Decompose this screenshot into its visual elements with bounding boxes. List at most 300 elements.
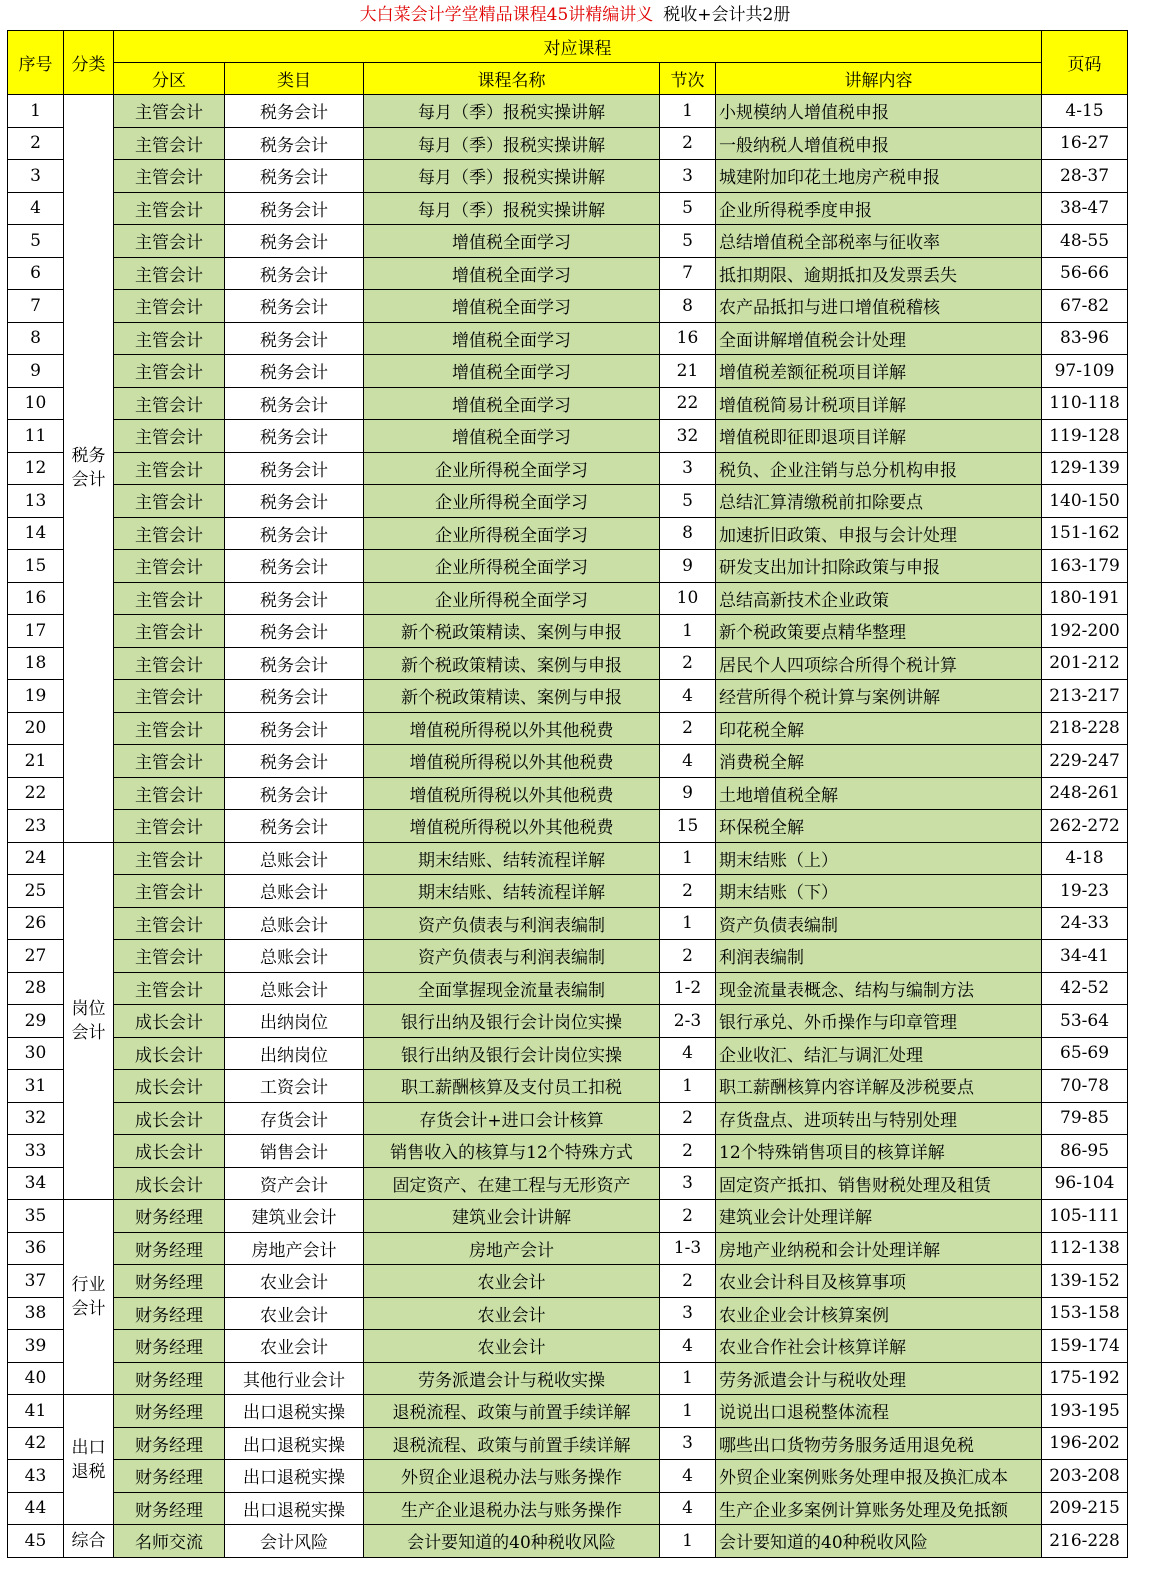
cell-pages: 19-23 [1042, 875, 1128, 908]
cell-no: 2 [8, 127, 64, 160]
cell-course: 新个税政策精读、案例与申报 [364, 647, 660, 680]
cell-section: 1 [660, 1070, 716, 1103]
cell-zone: 主管会计 [114, 810, 225, 843]
cell-type: 总账会计 [225, 972, 364, 1005]
cell-zone: 财务经理 [114, 1427, 225, 1460]
cell-no: 45 [8, 1525, 64, 1558]
cell-content: 环保税全解 [716, 810, 1042, 843]
cell-zone: 主管会计 [114, 160, 225, 193]
cell-content: 加速折旧政策、申报与会计处理 [716, 517, 1042, 550]
cell-no: 37 [8, 1265, 64, 1298]
cell-zone: 主管会计 [114, 972, 225, 1005]
cell-no: 44 [8, 1492, 64, 1525]
cell-pages: 34-41 [1042, 940, 1128, 973]
cell-type: 税务会计 [225, 225, 364, 258]
cell-pages: 262-272 [1042, 810, 1128, 843]
cell-no: 15 [8, 550, 64, 583]
cell-course: 农业会计 [364, 1330, 660, 1363]
cell-category: 行业会计 [64, 1200, 114, 1395]
table-row [8, 95, 1128, 128]
cell-section: 1 [660, 1395, 716, 1428]
cell-pages: 42-52 [1042, 972, 1128, 1005]
cell-no: 11 [8, 420, 64, 453]
table-row [8, 290, 1128, 323]
table-row [8, 1232, 1128, 1265]
cell-zone: 主管会计 [114, 127, 225, 160]
cell-pages: 159-174 [1042, 1330, 1128, 1363]
cell-content: 总结高新技术企业政策 [716, 582, 1042, 615]
cell-course: 劳务派遣会计与税收实操 [364, 1362, 660, 1395]
cell-course: 增值税全面学习 [364, 257, 660, 290]
cell-pages: 139-152 [1042, 1265, 1128, 1298]
table-row [8, 647, 1128, 680]
cell-content: 增值税简易计税项目详解 [716, 387, 1042, 420]
cell-content: 12个特殊销售项目的核算详解 [716, 1135, 1042, 1168]
cell-pages: 229-247 [1042, 745, 1128, 778]
table-row [8, 1362, 1128, 1395]
cell-type: 总账会计 [225, 842, 364, 875]
cell-course: 退税流程、政策与前置手续详解 [364, 1427, 660, 1460]
cell-type: 税务会计 [225, 485, 364, 518]
header-content: 讲解内容 [716, 63, 1042, 95]
cell-course: 职工薪酬核算及支付员工扣税 [364, 1070, 660, 1103]
cell-course: 退税流程、政策与前置手续详解 [364, 1395, 660, 1428]
table-row [8, 1265, 1128, 1298]
cell-section: 3 [660, 160, 716, 193]
cell-no: 31 [8, 1070, 64, 1103]
cell-content: 增值税即征即退项目详解 [716, 420, 1042, 453]
cell-pages: 28-37 [1042, 160, 1128, 193]
cell-zone: 主管会计 [114, 355, 225, 388]
cell-course: 企业所得税全面学习 [364, 550, 660, 583]
cell-course: 外贸企业退税办法与账务操作 [364, 1460, 660, 1493]
cell-type: 总账会计 [225, 875, 364, 908]
cell-pages: 105-111 [1042, 1200, 1128, 1233]
cell-type: 总账会计 [225, 940, 364, 973]
cell-content: 现金流量表概念、结构与编制方法 [716, 972, 1042, 1005]
cell-content: 职工薪酬核算内容详解及涉税要点 [716, 1070, 1042, 1103]
cell-course: 每月（季）报税实操讲解 [364, 127, 660, 160]
cell-section: 1-3 [660, 1232, 716, 1265]
cell-section: 1 [660, 1362, 716, 1395]
cell-no: 19 [8, 680, 64, 713]
cell-no: 32 [8, 1102, 64, 1135]
cell-type: 出口退税实操 [225, 1395, 364, 1428]
cell-category: 综合 [64, 1525, 114, 1558]
cell-type: 税务会计 [225, 582, 364, 615]
cell-pages: 151-162 [1042, 517, 1128, 550]
cell-content: 外贸企业案例账务处理申报及换汇成本 [716, 1460, 1042, 1493]
cell-course: 增值税全面学习 [364, 355, 660, 388]
cell-zone: 财务经理 [114, 1330, 225, 1363]
cell-type: 会计风险 [225, 1525, 364, 1558]
cell-course: 银行出纳及银行会计岗位实操 [364, 1005, 660, 1038]
table-row [8, 485, 1128, 518]
cell-section: 16 [660, 322, 716, 355]
cell-section: 32 [660, 420, 716, 453]
cell-no: 35 [8, 1200, 64, 1233]
cell-section: 1-2 [660, 972, 716, 1005]
cell-content: 土地增值税全解 [716, 777, 1042, 810]
cell-content: 总结增值税全部税率与征收率 [716, 225, 1042, 258]
cell-zone: 主管会计 [114, 290, 225, 323]
cell-pages: 97-109 [1042, 355, 1128, 388]
title-main: 大白菜会计学堂精品课程45讲精编讲义 [359, 5, 654, 25]
cell-content: 抵扣期限、逾期抵扣及发票丢失 [716, 257, 1042, 290]
cell-type: 销售会计 [225, 1135, 364, 1168]
cell-course: 增值税所得税以外其他税费 [364, 777, 660, 810]
cell-no: 17 [8, 615, 64, 648]
header-zone: 分区 [114, 63, 225, 95]
table-row [8, 875, 1128, 908]
cell-zone: 主管会计 [114, 420, 225, 453]
cell-no: 38 [8, 1297, 64, 1330]
cell-zone: 主管会计 [114, 615, 225, 648]
cell-section: 5 [660, 225, 716, 258]
cell-content: 说说出口退税整体流程 [716, 1395, 1042, 1428]
cell-pages: 192-200 [1042, 615, 1128, 648]
cell-pages: 112-138 [1042, 1232, 1128, 1265]
cell-type: 税务会计 [225, 712, 364, 745]
cell-no: 43 [8, 1460, 64, 1493]
cell-zone: 主管会计 [114, 582, 225, 615]
cell-content: 资产负债表编制 [716, 907, 1042, 940]
header-course: 课程名称 [364, 63, 660, 95]
cell-section: 2 [660, 940, 716, 973]
cell-content: 印花税全解 [716, 712, 1042, 745]
cell-section: 2 [660, 1265, 716, 1298]
cell-course: 建筑业会计讲解 [364, 1200, 660, 1233]
table-row [8, 1037, 1128, 1070]
table-row [8, 810, 1128, 843]
cell-zone: 财务经理 [114, 1460, 225, 1493]
cell-course: 增值税所得税以外其他税费 [364, 712, 660, 745]
cell-section: 2 [660, 875, 716, 908]
cell-type: 出口退税实操 [225, 1427, 364, 1460]
cell-pages: 196-202 [1042, 1427, 1128, 1460]
table-row [8, 517, 1128, 550]
cell-type: 农业会计 [225, 1297, 364, 1330]
cell-zone: 主管会计 [114, 517, 225, 550]
cell-pages: 140-150 [1042, 485, 1128, 518]
cell-type: 税务会计 [225, 387, 364, 420]
cell-pages: 16-27 [1042, 127, 1128, 160]
table-row [8, 1167, 1128, 1200]
cell-course: 企业所得税全面学习 [364, 517, 660, 550]
cell-zone: 财务经理 [114, 1362, 225, 1395]
cell-section: 8 [660, 290, 716, 323]
cell-type: 税务会计 [225, 647, 364, 680]
cell-type: 税务会计 [225, 322, 364, 355]
header-pages: 页码 [1042, 31, 1128, 95]
header-course-group: 对应课程 [114, 31, 1042, 63]
cell-type: 税务会计 [225, 745, 364, 778]
table-row [8, 192, 1128, 225]
cell-course: 生产企业退税办法与账务操作 [364, 1492, 660, 1525]
table-row [8, 420, 1128, 453]
cell-course: 资产负债表与利润表编制 [364, 940, 660, 973]
cell-content: 城建附加印花土地房产税申报 [716, 160, 1042, 193]
cell-no: 10 [8, 387, 64, 420]
cell-content: 增值税差额征税项目详解 [716, 355, 1042, 388]
cell-course: 企业所得税全面学习 [364, 485, 660, 518]
cell-category: 岗位会计 [64, 842, 114, 1200]
cell-section: 21 [660, 355, 716, 388]
cell-content: 研发支出加计扣除政策与申报 [716, 550, 1042, 583]
cell-pages: 248-261 [1042, 777, 1128, 810]
cell-no: 21 [8, 745, 64, 778]
cell-zone: 财务经理 [114, 1395, 225, 1428]
cell-zone: 成长会计 [114, 1102, 225, 1135]
cell-type: 存货会计 [225, 1102, 364, 1135]
cell-zone: 主管会计 [114, 647, 225, 680]
cell-zone: 财务经理 [114, 1232, 225, 1265]
cell-pages: 4-15 [1042, 95, 1128, 128]
cell-no: 36 [8, 1232, 64, 1265]
cell-type: 农业会计 [225, 1265, 364, 1298]
cell-zone: 主管会计 [114, 322, 225, 355]
cell-content: 总结汇算清缴税前扣除要点 [716, 485, 1042, 518]
cell-course: 每月（季）报税实操讲解 [364, 192, 660, 225]
cell-type: 其他行业会计 [225, 1362, 364, 1395]
cell-zone: 主管会计 [114, 192, 225, 225]
cell-section: 1 [660, 615, 716, 648]
cell-type: 税务会计 [225, 810, 364, 843]
cell-pages: 213-217 [1042, 680, 1128, 713]
cell-course: 新个税政策精读、案例与申报 [364, 615, 660, 648]
cell-content: 居民个人四项综合所得个税计算 [716, 647, 1042, 680]
cell-content: 新个税政策要点精华整理 [716, 615, 1042, 648]
cell-pages: 79-85 [1042, 1102, 1128, 1135]
cell-course: 固定资产、在建工程与无形资产 [364, 1167, 660, 1200]
cell-content: 房地产业纳税和会计处理详解 [716, 1232, 1042, 1265]
cell-content: 消费税全解 [716, 745, 1042, 778]
table-row [8, 1102, 1128, 1135]
cell-course: 每月（季）报税实操讲解 [364, 160, 660, 193]
cell-pages: 4-18 [1042, 842, 1128, 875]
cell-category: 出口退税 [64, 1395, 114, 1525]
cell-no: 6 [8, 257, 64, 290]
cell-no: 1 [8, 95, 64, 128]
cell-type: 税务会计 [225, 550, 364, 583]
cell-no: 28 [8, 972, 64, 1005]
cell-section: 3 [660, 452, 716, 485]
cell-no: 20 [8, 712, 64, 745]
cell-course: 存货会计+进口会计核算 [364, 1102, 660, 1135]
cell-zone: 主管会计 [114, 387, 225, 420]
cell-type: 税务会计 [225, 290, 364, 323]
cell-course: 企业所得税全面学习 [364, 452, 660, 485]
cell-type: 税务会计 [225, 615, 364, 648]
cell-type: 税务会计 [225, 192, 364, 225]
cell-content: 企业收汇、结汇与调汇处理 [716, 1037, 1042, 1070]
cell-section: 3 [660, 1427, 716, 1460]
cell-pages: 163-179 [1042, 550, 1128, 583]
cell-section: 5 [660, 485, 716, 518]
table-row [8, 940, 1128, 973]
cell-type: 出口退税实操 [225, 1492, 364, 1525]
cell-section: 2 [660, 1200, 716, 1233]
cell-zone: 财务经理 [114, 1265, 225, 1298]
cell-content: 期末结账（上） [716, 842, 1042, 875]
cell-section: 10 [660, 582, 716, 615]
table-row [8, 1427, 1128, 1460]
table-row [8, 1200, 1128, 1233]
cell-pages: 24-33 [1042, 907, 1128, 940]
cell-zone: 主管会计 [114, 940, 225, 973]
title-sub: 税收+会计共2册 [663, 5, 791, 25]
cell-zone: 成长会计 [114, 1070, 225, 1103]
header-type: 类目 [225, 63, 364, 95]
cell-course: 期末结账、结转流程详解 [364, 842, 660, 875]
cell-zone: 成长会计 [114, 1167, 225, 1200]
cell-type: 税务会计 [225, 517, 364, 550]
cell-content: 经营所得个税计算与案例讲解 [716, 680, 1042, 713]
cell-section: 5 [660, 192, 716, 225]
cell-pages: 129-139 [1042, 452, 1128, 485]
table-row [8, 127, 1128, 160]
cell-course: 增值税全面学习 [364, 420, 660, 453]
document-title [0, 3, 1150, 27]
table-row [8, 322, 1128, 355]
cell-content: 农业企业会计核算案例 [716, 1297, 1042, 1330]
cell-no: 41 [8, 1395, 64, 1428]
cell-content: 利润表编制 [716, 940, 1042, 973]
cell-course: 增值税全面学习 [364, 290, 660, 323]
cell-pages: 48-55 [1042, 225, 1128, 258]
cell-course: 新个税政策精读、案例与申报 [364, 680, 660, 713]
cell-section: 4 [660, 1330, 716, 1363]
cell-no: 4 [8, 192, 64, 225]
cell-type: 建筑业会计 [225, 1200, 364, 1233]
cell-type: 税务会计 [225, 160, 364, 193]
cell-pages: 216-228 [1042, 1525, 1128, 1558]
cell-course: 增值税所得税以外其他税费 [364, 810, 660, 843]
table-row [8, 1492, 1128, 1525]
cell-zone: 主管会计 [114, 225, 225, 258]
cell-zone: 主管会计 [114, 452, 225, 485]
cell-zone: 成长会计 [114, 1135, 225, 1168]
table-row [8, 1460, 1128, 1493]
cell-type: 农业会计 [225, 1330, 364, 1363]
cell-course: 增值税全面学习 [364, 322, 660, 355]
cell-course: 期末结账、结转流程详解 [364, 875, 660, 908]
cell-type: 出口退税实操 [225, 1460, 364, 1493]
table-row [8, 1070, 1128, 1103]
cell-content: 农产品抵扣与进口增值税稽核 [716, 290, 1042, 323]
cell-course: 全面掌握现金流量表编制 [364, 972, 660, 1005]
cell-content: 全面讲解增值税会计处理 [716, 322, 1042, 355]
cell-section: 15 [660, 810, 716, 843]
cell-pages: 110-118 [1042, 387, 1128, 420]
cell-content: 银行承兑、外币操作与印章管理 [716, 1005, 1042, 1038]
table-row [8, 160, 1128, 193]
cell-course: 房地产会计 [364, 1232, 660, 1265]
table-row [8, 842, 1128, 875]
cell-type: 税务会计 [225, 777, 364, 810]
cell-zone: 主管会计 [114, 777, 225, 810]
table-row [8, 1135, 1128, 1168]
table-row [8, 680, 1128, 713]
cell-no: 30 [8, 1037, 64, 1070]
cell-course: 农业会计 [364, 1297, 660, 1330]
cell-section: 9 [660, 777, 716, 810]
table-row [8, 1330, 1128, 1363]
cell-no: 34 [8, 1167, 64, 1200]
cell-section: 1 [660, 95, 716, 128]
cell-content: 期末结账（下） [716, 875, 1042, 908]
header-no: 序号 [8, 31, 64, 95]
cell-pages: 201-212 [1042, 647, 1128, 680]
cell-section: 3 [660, 1297, 716, 1330]
cell-zone: 名师交流 [114, 1525, 225, 1558]
cell-section: 1 [660, 842, 716, 875]
cell-course: 会计要知道的40种税收风险 [364, 1525, 660, 1558]
cell-type: 房地产会计 [225, 1232, 364, 1265]
cell-course: 增值税所得税以外其他税费 [364, 745, 660, 778]
cell-zone: 财务经理 [114, 1492, 225, 1525]
table-row [8, 777, 1128, 810]
cell-content: 固定资产抵扣、销售财税处理及租赁 [716, 1167, 1042, 1200]
table-row [8, 1525, 1128, 1558]
cell-type: 总账会计 [225, 907, 364, 940]
cell-content: 存货盘点、进项转出与特别处理 [716, 1102, 1042, 1135]
cell-type: 税务会计 [225, 257, 364, 290]
cell-type: 税务会计 [225, 452, 364, 485]
cell-content: 生产企业多案例计算账务处理及免抵额 [716, 1492, 1042, 1525]
cell-zone: 主管会计 [114, 485, 225, 518]
cell-section: 4 [660, 1037, 716, 1070]
cell-content: 企业所得税季度申报 [716, 192, 1042, 225]
table-row [8, 615, 1128, 648]
cell-content: 小规模纳人增值税申报 [716, 95, 1042, 128]
cell-type: 税务会计 [225, 127, 364, 160]
cell-type: 税务会计 [225, 680, 364, 713]
cell-no: 12 [8, 452, 64, 485]
cell-pages: 175-192 [1042, 1362, 1128, 1395]
table-row [8, 387, 1128, 420]
cell-section: 2 [660, 1135, 716, 1168]
cell-no: 40 [8, 1362, 64, 1395]
cell-pages: 56-66 [1042, 257, 1128, 290]
cell-no: 42 [8, 1427, 64, 1460]
header-section: 节次 [660, 63, 716, 95]
cell-no: 39 [8, 1330, 64, 1363]
table-row [8, 452, 1128, 485]
cell-zone: 主管会计 [114, 907, 225, 940]
cell-section: 9 [660, 550, 716, 583]
cell-pages: 53-64 [1042, 1005, 1128, 1038]
cell-course: 每月（季）报税实操讲解 [364, 95, 660, 128]
cell-no: 3 [8, 160, 64, 193]
cell-section: 2 [660, 647, 716, 680]
cell-no: 24 [8, 842, 64, 875]
cell-course: 增值税全面学习 [364, 387, 660, 420]
cell-pages: 193-195 [1042, 1395, 1128, 1428]
table-row [8, 1395, 1128, 1428]
cell-content: 会计要知道的40种税收风险 [716, 1525, 1042, 1558]
header-category: 分类 [64, 31, 114, 95]
cell-pages: 86-95 [1042, 1135, 1128, 1168]
table-row [8, 257, 1128, 290]
cell-section: 2 [660, 1102, 716, 1135]
table-row [8, 550, 1128, 583]
cell-section: 8 [660, 517, 716, 550]
table-row [8, 972, 1128, 1005]
cell-section: 4 [660, 745, 716, 778]
cell-section: 4 [660, 680, 716, 713]
cell-section: 1 [660, 1525, 716, 1558]
